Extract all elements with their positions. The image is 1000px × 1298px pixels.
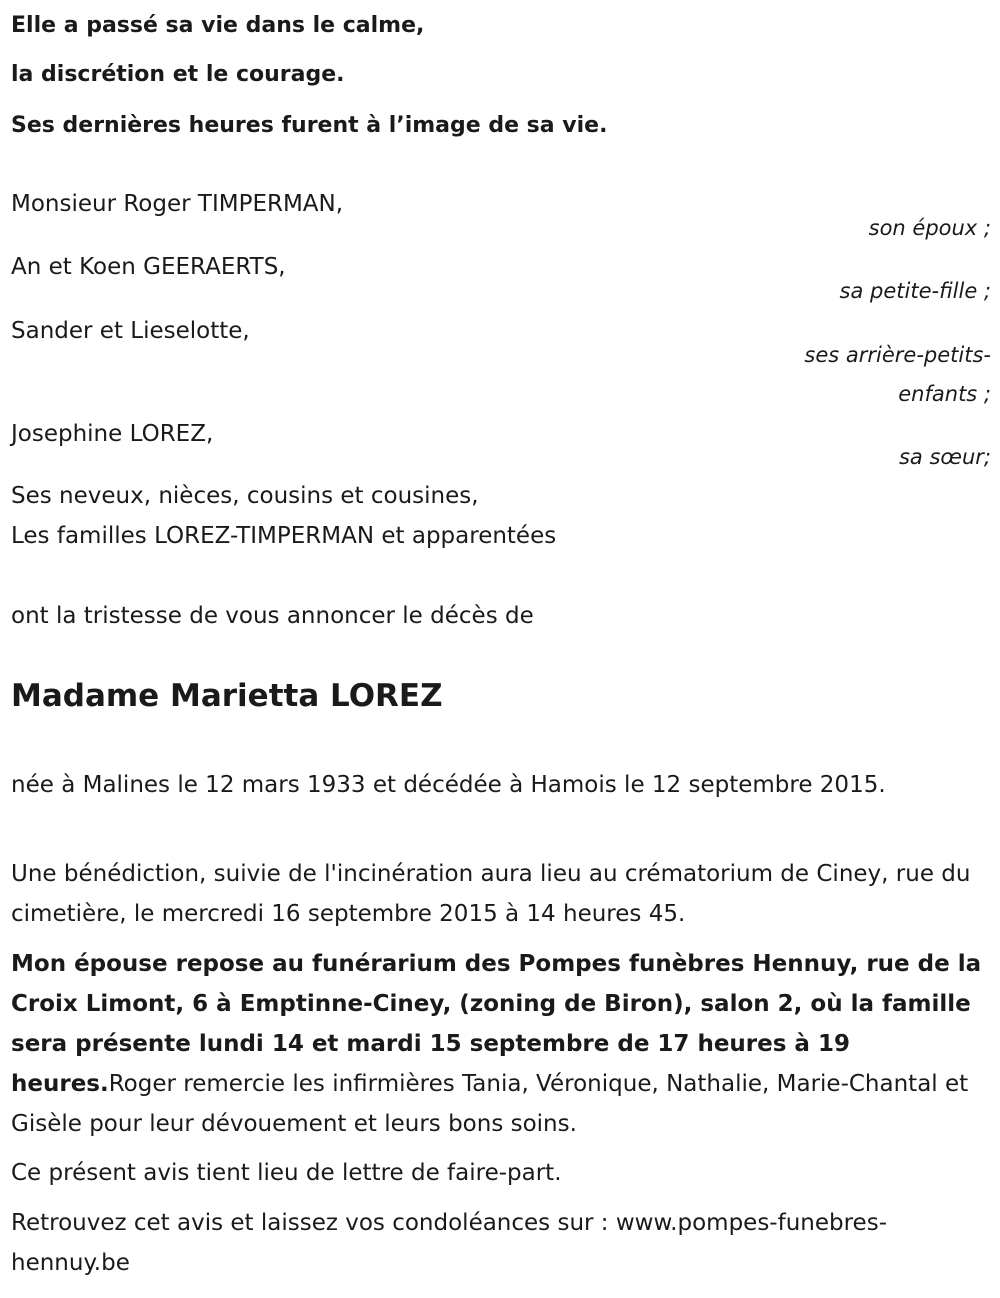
family-member-name: Monsieur Roger TIMPERMAN,	[11, 191, 344, 217]
verse-line-2: la discrétion et le courage.	[11, 62, 345, 87]
announcement-text: ont la tristesse de vous annoncer le décès de	[11, 603, 534, 629]
family-member-name: Josephine LOREZ,	[11, 421, 214, 447]
visitation-paragraph	[11, 944, 991, 1144]
visitation-text: Mon épouse repose au funérarium des Pompes funèbres Hennuy, rue de la Croix Limont, 6 à Emptinne-Ciney, (zoning de Biron), salon 2, où la famille sera présente lundi 14 et mardi 15 septembre de 17 heures à 19 heures.	[11, 951, 982, 1097]
family-member-name: Sander et Lieselotte,	[11, 318, 250, 344]
thanks-text: Roger remercie les infirmières Tania, Véronique, Nathalie, Marie-Chantal et Gisèle pour leur dévouement et leurs bons soins.	[11, 1071, 969, 1137]
ceremony-text: Une bénédiction, suivie de l'incinération aura lieu au crématorium de Ciney, rue du cimetière, le mercredi 16 septembre 2015 à 14 heures 45.	[11, 861, 971, 927]
family-member-relation: ses arrière-petits-	[804, 343, 991, 367]
deceased-name: Madame Marietta LOREZ	[11, 678, 443, 714]
notice-text: Ce présent avis tient lieu de lettre de faire-part.	[11, 1160, 562, 1186]
extended-family-line: Ses neveux, nièces, cousins et cousines,	[11, 483, 479, 509]
birth-death-text: née à Malines le 12 mars 1933 et décédée à Hamois le 12 septembre 2015.	[11, 772, 886, 798]
family-member-relation: enfants ;	[898, 382, 991, 406]
family-member-name: An et Koen GEERAERTS,	[11, 254, 286, 280]
verse-line-3: Ses dernières heures furent à l’image de sa vie.	[11, 113, 608, 138]
family-member-relation: son époux ;	[868, 216, 991, 240]
family-member-relation: sa petite-fille ;	[839, 279, 991, 303]
condolences-text: Retrouvez cet avis et laissez vos condoléances sur : www.pompes-funebres-hennuy.be	[11, 1210, 887, 1276]
family-member-relation: sa sœur;	[898, 445, 991, 469]
extended-family-line: Les familles LOREZ-TIMPERMAN et apparentées	[11, 523, 557, 549]
verse-line-1: Elle a passé sa vie dans le calme,	[11, 13, 425, 38]
